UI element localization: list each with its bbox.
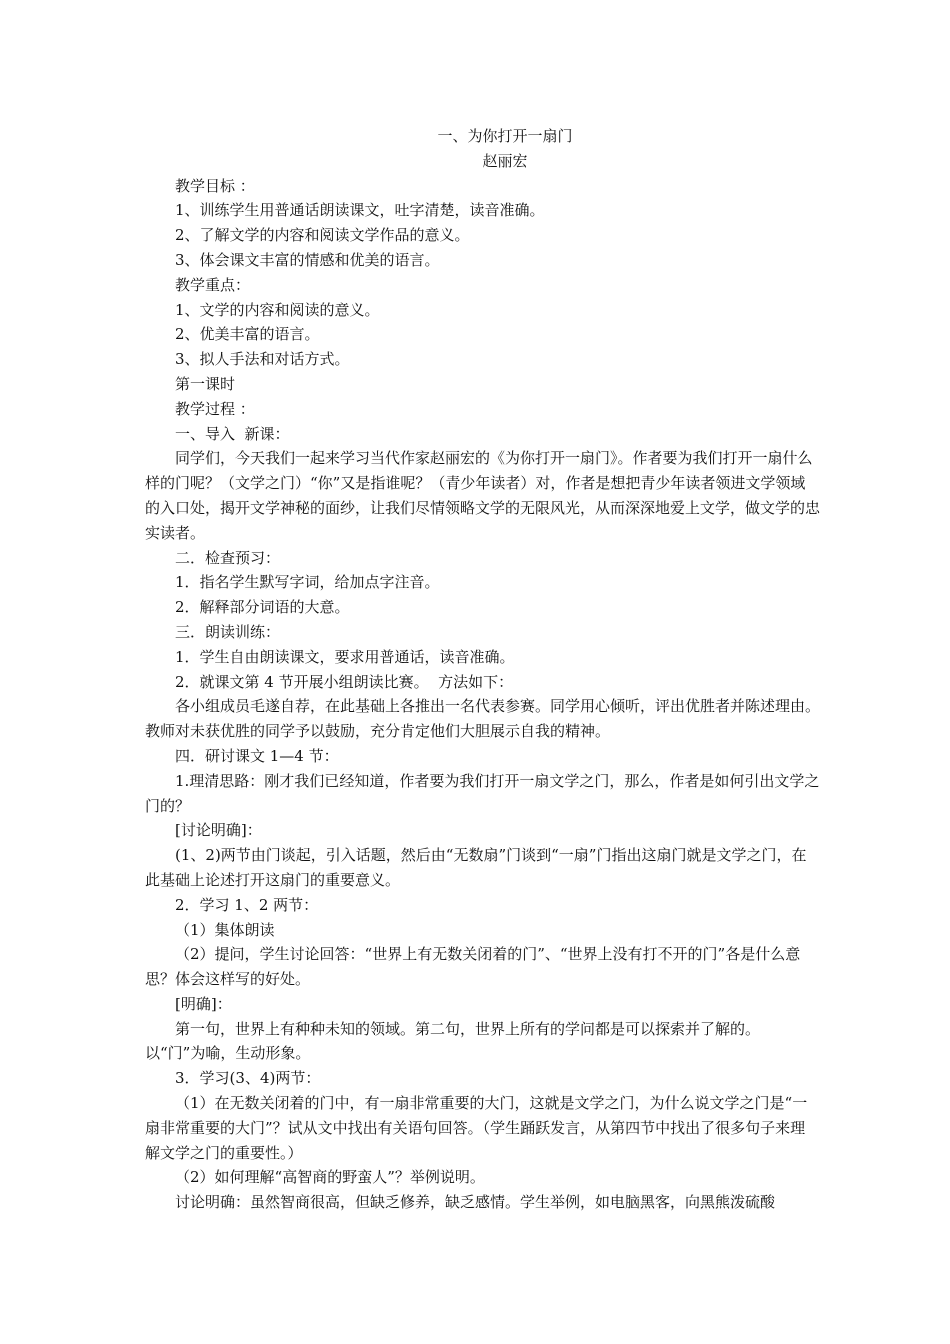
document-body: [145, 174, 820, 1215]
paragraph: 3、拟人手法和对话方式。: [175, 350, 350, 369]
paragraph: 1．指名学生默写字词，给加点字注音。: [175, 573, 440, 592]
paragraph: 2、优美丰富的语言。: [175, 325, 320, 344]
paragraph: 3、体会课文丰富的情感和优美的语言。: [175, 250, 440, 269]
paragraph: 3．学习(3、4)两节：: [175, 1069, 321, 1088]
paragraph: [明确]：: [175, 994, 232, 1013]
document-author: 赵丽宏: [482, 151, 528, 170]
paragraph: 三．朗读训练：: [175, 622, 281, 641]
paragraph: 教学重点：: [175, 275, 251, 294]
paragraph: 一、导入 新课：: [175, 424, 290, 443]
paragraph: 2．解释部分词语的大意。: [175, 598, 350, 617]
paragraph: (1、2)两节由门谈起，引入话题，然后由“无数扇”门谈到“一扇”门指出这扇门就是文学之门，在此基础上论述打开这扇门的重要意义。: [145, 846, 807, 889]
paragraph: 2．学习 1、2 两节：: [175, 895, 319, 914]
paragraph: （2）如何理解“高智商的野蛮人”？举例说明。: [175, 1168, 485, 1187]
paragraph: 2．就课文第 4 节开展小组朗读比赛。 方法如下：: [175, 672, 514, 691]
paragraph: 教学过程 ：: [175, 399, 255, 418]
paragraph: 第一课时: [175, 374, 236, 393]
paragraph: （1）在无数关闭着的门中，有一扇非常重要的大门，这就是文学之门，为什么说文学之门是“一扇非常重要的大门”？试从文中找出有关语句回答。（学生踊跃发言，从第四节中找出了很多句子来理解文学之门的重要性。）: [145, 1094, 808, 1162]
paragraph: 教学目标 ：: [175, 176, 255, 195]
paragraph: 1．学生自由朗读课文，要求用普通话，读音准确。: [175, 647, 515, 666]
paragraph: （1）集体朗读: [175, 920, 275, 939]
paragraph: 同学们，今天我们一起来学习当代作家赵丽宏的《为你打开一扇门》。作者要为我们打开一扇什么样的门呢？（文学之门）“你”又是指谁呢？（青少年读者）对，作者是想把青少年读者领进文学领域的入口处，揭开文学神秘的面纱，让我们尽情领略文学的无限风光，从而深深地爱上文学，做文学的忠实读者。: [145, 449, 821, 542]
paragraph: [讨论明确]：: [175, 821, 262, 840]
paragraph: 讨论明确：虽然智商很高，但缺乏修养，缺乏感情。学生举例，如电脑黑客，向黑熊泼硫酸: [175, 1193, 776, 1212]
paragraph: 2、了解文学的内容和阅读文学作品的意义。: [175, 226, 470, 245]
paragraph: 1.理清思路：刚才我们已经知道，作者要为我们打开一扇文学之门，那么，作者是如何引出文学之门的？: [145, 771, 820, 815]
paragraph: 第一句，世界上有种种未知的领域。第二句，世界上所有的学问都是可以探索并了解的。以“门”为喻，生动形象。: [145, 1019, 761, 1063]
document-title: 一、为你打开一扇门: [437, 127, 573, 145]
paragraph: 各小组成员毛遂自荐，在此基础上各推出一名代表参赛。同学用心倾听，评出优胜者并陈述理由。教师对未获优胜的同学予以鼓励，充分肯定他们大胆展示自我的精神。: [145, 697, 821, 741]
paragraph: 二．检查预习：: [175, 548, 281, 567]
paragraph: 1、训练学生用普通话朗读课文，吐字清楚，读音准确。: [175, 201, 545, 220]
paragraph: （2）提问，学生讨论回答：“世界上有无数关闭着的门”、“世界上没有打不开的门”各是什么意思？体会这样写的好处。: [145, 945, 801, 989]
paragraph: 1、文学的内容和阅读的意义。: [175, 300, 380, 319]
paragraph: 四．研讨课文 1—4 节：: [175, 746, 339, 765]
